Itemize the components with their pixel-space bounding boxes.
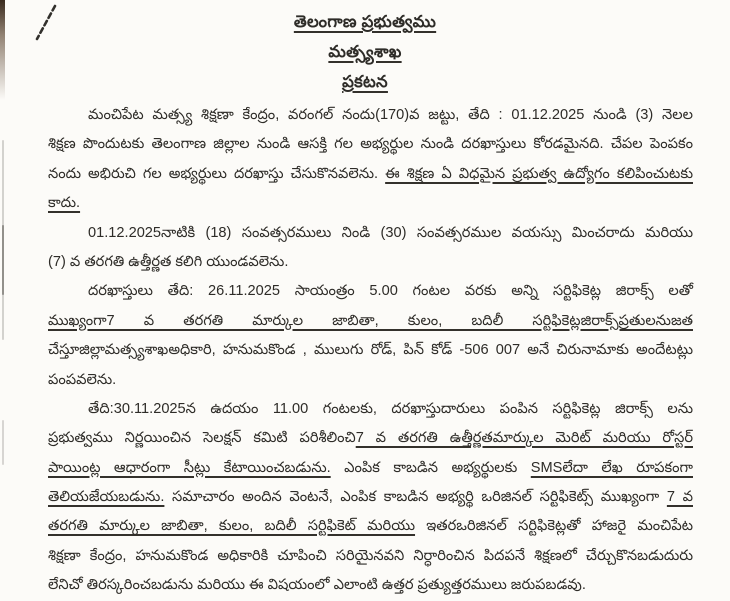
text-line	[48, 277, 693, 306]
text-line	[48, 336, 693, 365]
government-title	[0, 7, 730, 37]
text-line	[48, 248, 693, 277]
underlined-text-segment: తెలియజేయబడును.	[48, 489, 165, 506]
text-line	[48, 542, 693, 571]
document-body	[48, 101, 693, 601]
department-title-text: మత్స్యశాఖ	[328, 43, 402, 61]
text-segment: పంపవలెను.	[48, 371, 117, 388]
text-segment: నందు అభిరుచి గల అభ్యర్థులు దరఖాస్తు చేసుకొనవలెను.	[48, 165, 386, 182]
underlined-text-segment: 7 వ	[666, 489, 693, 506]
text-segment: శిక్షణ పొందుటకు తెలంగాణ జిల్లాల నుండి ఆసక్తి గల అభ్యర్థుల నుండి దరఖాస్తులు కోరడమైనది. చేపల పెంపకం	[48, 136, 693, 153]
text-line	[48, 512, 693, 541]
underlined-text-segment: ముఖ్యంగా7 వ తరగతి మార్కుల జాబితా, కులం, బదిలీ సర్టిఫికెట్లజిరాక్స్‌ప్రతులనుజత	[48, 312, 693, 329]
underlined-text-segment: తరగతి మార్కుల జాబితా, కులం, బదిలీ సర్టిఫికెట్ మరియు	[48, 518, 416, 535]
text-line	[48, 307, 693, 336]
text-segment: మంచిపేట మత్స్య శిక్షణా కేంద్రం, వరంగల్ నందు(170)వ జట్టు, తేది : 01.12.2025 నుండి (3) నెలల	[88, 107, 693, 123]
text-line	[48, 424, 693, 453]
underlined-text-segment: పాయింట్ల ఆధారంగా సీట్లు కేటాయించబడును.	[48, 459, 331, 476]
text-line	[48, 454, 693, 483]
text-segment: సమాచారం అందిన వెంటనే, ఎంపిక కాబడిన అభ్యర్థి ఒరిజినల్ సర్టిఫికెట్స్ ముఖ్యంగా	[164, 489, 667, 506]
text-line	[48, 219, 693, 248]
text-segment: శిక్షణా కేంద్రం, హనుమకొండ అధికారికి చూపించి సరియైనవని నిర్ధారించిన పిదపనే శిక్షణలో చేర్చుకొనబడుదురు	[48, 547, 693, 564]
underlined-text-segment: కాదు.	[48, 195, 81, 212]
underlined-text-segment: ఈ శిక్షణ ఏ విధమైన ప్రభుత్వ ఉద్యోగం కలిపించుటకు	[385, 165, 693, 182]
text-line	[48, 395, 693, 424]
text-line	[48, 366, 693, 395]
notification-title-text: ప్రకటన	[342, 73, 388, 91]
text-segment: (7) వ తరగతి ఉత్తీర్ణత కలిగి యుండవలెను.	[48, 253, 289, 270]
text-line	[48, 483, 693, 512]
underlined-text-segment: SMSలేదా లేఖ రూపకంగా	[530, 459, 693, 476]
text-line	[48, 571, 693, 600]
text-segment: ఎంపిక కాబడిన అభ్యర్థులకు	[330, 459, 531, 476]
text-segment: ఇతరఒరిజినల్ సర్టిఫికెట్లతో హాజరై మంచిపేట	[415, 518, 694, 535]
document-header	[0, 7, 730, 97]
text-segment: 01.12.2025నాటికి (18) సంవత్సరములు నిండి (30) సంవత్సరముల వయస్సు మించరాదు మరియు	[88, 224, 693, 241]
scan-edge-artifact	[2, 225, 4, 295]
text-line	[48, 130, 693, 159]
text-segment: ప్రభుత్వము నిర్ణయించిన సెలక్షన్ కమిటి పరిశీలించి	[48, 430, 356, 447]
text-line	[48, 101, 693, 130]
notification-title	[0, 67, 730, 97]
text-segment: లేనిచో తిరస్కరించబడును మరియు ఈ విషయంలో ఎలాంటి ఉత్తర ప్రత్యుత్తరములు జరుపబడవు.	[48, 577, 586, 594]
department-title	[0, 37, 730, 67]
underlined-text-segment: 7 వ తరగతి ఉత్తీర్ణతమార్కుల మెరిట్ మరియు రోస్టర్	[355, 430, 693, 447]
text-segment: దరఖాస్తులు తేది: 26.11.2025 సాయంత్రం 5.00 గంటల వరకు అన్ని సర్టిఫికెట్ల జిరాక్స్ లతో	[88, 283, 693, 300]
text-line	[48, 160, 693, 189]
government-title-text: తెలంగాణ ప్రభుత్వము	[293, 13, 437, 31]
text-line	[48, 189, 693, 218]
text-segment: తేది:30.11.2025న ఉదయం 11.00 గంటలకు, దరఖాస్తుదారులు పంపిన సర్టిఫికెట్ల జిరాక్స్ లను	[88, 400, 693, 417]
scan-edge-artifact	[2, 420, 4, 465]
text-segment: చేస్తూజిల్లామత్స్యశాఖఅధికారి, హనుమకొండ , ములుగు రోడ్, పిన్ కోడ్ -506 007 అనే చిరునామాకు అందేటట్లు	[48, 342, 693, 359]
